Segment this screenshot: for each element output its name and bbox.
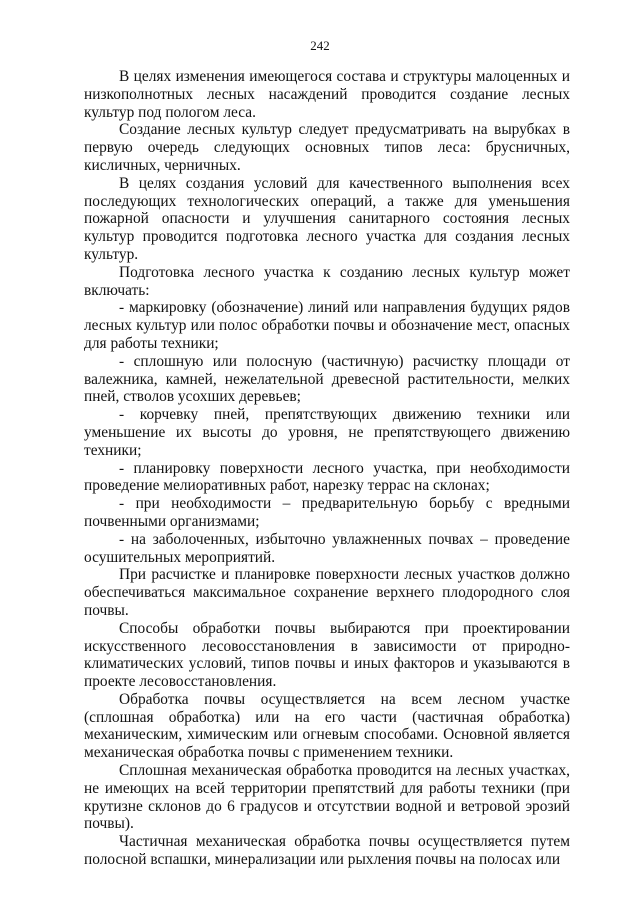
paragraph-4: Подготовка лесного участка к созданию лесных культур может включать:	[84, 263, 570, 299]
paragraph-8: Сплошная механическая обработка проводится на лесных участках, не имеющих на всей территории препятствий для работы техники (при крутизне склонов до 6 градусов и отсутствии водной и ветровой эрозий почвы).	[84, 762, 570, 833]
paragraph-9: Частичная механическая обработка почвы осуществляется путем полосной вспашки, минерализации или рыхления почвы на полосах или	[84, 833, 570, 869]
list-item-pest-control: - при необходимости – предварительную борьбу с вредными почвенными организмами;	[84, 495, 570, 530]
document-body	[84, 68, 570, 869]
paragraph-5: При расчистке и планировке поверхности лесных участков должно обеспечиваться максимальное сохранение верхнего плодородного слоя почвы.	[84, 566, 570, 619]
paragraph-2: Создание лесных культур следует предусматривать на вырубках в первую очередь следующих основных типов леса: брусничных, кисличных, черничных.	[84, 121, 570, 174]
list-item-leveling: - планировку поверхности лесного участка, при необходимости проведение мелиоративных работ, нарезку террас на склонах;	[84, 459, 570, 495]
paragraph-6: Способы обработки почвы выбираются при проектировании искусственного лесовосстановления в зависимости от природно-климатических условий, типов почвы и иных факторов и указываются в проекте лесовосстановления.	[84, 619, 570, 691]
list-item-drainage: - на заболоченных, избыточно увлажненных почвах – проведение осушительных мероприятий.	[84, 530, 570, 566]
list-item-marking: - маркировку (обозначение) линий или направления будущих рядов лесных культур или полос обработки почвы и обозначение мест, опасных для работы техники;	[84, 299, 570, 352]
list-item-clearing: - сплошную или полосную (частичную) расчистку площади от валежника, камней, нежелательной древесной растительности, мелких пней, стволов усохших деревьев;	[84, 352, 570, 406]
paragraph-3: В целях создания условий для качественного выполнения всех последующих технологических операций, а также для уменьшения пожарной опасности и улучшения санитарного состояния лесных культур проводится подготовка лесного участка для создания лесных культур.	[84, 174, 570, 263]
paragraph-7: Обработка почвы осуществляется на всем лесном участке (сплошная обработка) или на его части (частичная обработка) механическим, химическим или огневым способами. Основной является механическая обработка почвы с применением техники.	[84, 690, 570, 762]
paragraph-1: В целях изменения имеющегося состава и структуры малоценных и низкополнотных лесных насаждений проводится создание лесных культур под пологом леса.	[84, 68, 570, 121]
page-number: 242	[310, 38, 330, 53]
list-item-stump-removal: - корчевку пней, препятствующих движению техники или уменьшение их высоты до уровня, не препятствующего движению техники;	[84, 406, 570, 459]
